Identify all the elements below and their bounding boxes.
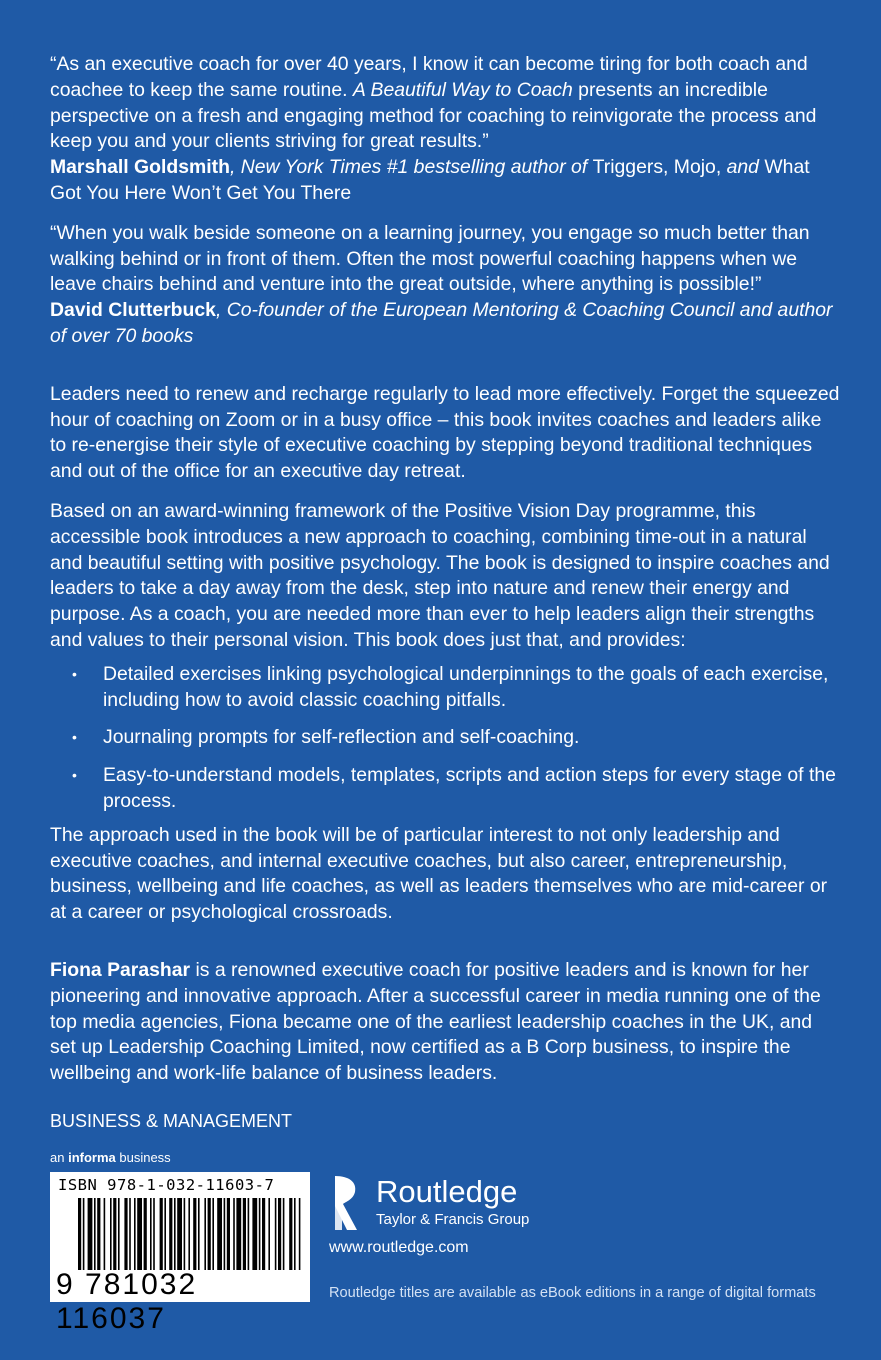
barcode-bar bbox=[129, 1198, 131, 1270]
barcode-bar bbox=[150, 1198, 152, 1270]
barcode-bar bbox=[198, 1198, 200, 1270]
isbn-label: ISBN 978-1-032-11603-7 bbox=[58, 1176, 275, 1194]
barcode-bar bbox=[299, 1198, 301, 1270]
barcode-bar bbox=[227, 1198, 230, 1270]
credential-books: Triggers, Mojo, bbox=[592, 156, 722, 179]
barcode-bar bbox=[283, 1198, 285, 1270]
barcode-bar bbox=[248, 1198, 250, 1270]
barcode-bar bbox=[177, 1198, 182, 1270]
description-paragraph: Leaders need to renew and recharge regularly to lead more effectively. Forget the squeezed hour of coaching on Zoom or in a busy office – this book invites coaches and leaders alike to re-energise their style of executive coaching by stepping beyond traditional techniques and out of the office for an executive day retreat. bbox=[50, 382, 840, 483]
barcode-bar bbox=[193, 1198, 196, 1270]
barcode-bar bbox=[208, 1198, 211, 1270]
barcode-bar bbox=[188, 1198, 190, 1270]
barcode-bar bbox=[97, 1198, 100, 1270]
barcode-bar bbox=[169, 1198, 172, 1270]
routledge-logo-icon bbox=[329, 1174, 363, 1232]
barcode-bar bbox=[153, 1198, 155, 1270]
barcode-bar bbox=[174, 1198, 176, 1270]
barcode-bar bbox=[275, 1198, 277, 1270]
barcode-bar bbox=[294, 1198, 296, 1270]
publisher-name: Routledge bbox=[376, 1174, 518, 1209]
barcode-bar bbox=[252, 1198, 257, 1270]
quote-credential: , Co-founder of the European Mentoring & Coaching Council and author of over 70 books bbox=[50, 299, 833, 347]
barcode-bar bbox=[134, 1198, 136, 1270]
barcode-bar bbox=[217, 1198, 222, 1270]
publisher-website: www.routledge.com bbox=[329, 1239, 469, 1256]
barcode-bar bbox=[224, 1198, 226, 1270]
barcode-bar bbox=[278, 1198, 281, 1270]
barcode-bar bbox=[88, 1198, 93, 1270]
publisher-group: Taylor & Francis Group bbox=[376, 1211, 530, 1228]
barcode-bar bbox=[83, 1198, 85, 1270]
barcode-bar bbox=[184, 1198, 186, 1270]
author-bio-text: is a renowned executive coach for positive leaders and is known for her pioneering and innovative approach. After a successful career in media running one of the top media agencies, Fiona became one of the earliest leadership coaches in the UK, and set up Leadership Coaching Limited, now certified as a B Corp business, to inspire the wellbeing and work-life balance of business leaders. bbox=[50, 958, 821, 1085]
barcode-bar bbox=[118, 1198, 120, 1270]
barcode-bar bbox=[259, 1198, 261, 1270]
barcode-bar bbox=[144, 1198, 147, 1270]
quote-author: Marshall Goldsmith bbox=[50, 156, 230, 179]
quote-text: “As an executive coach for over 40 years, I know it can become tiring for both coach and coachee to keep the same routine. bbox=[50, 53, 808, 101]
isbn-barcode bbox=[50, 1172, 310, 1335]
barcode-bar bbox=[243, 1198, 246, 1270]
barcode-bar bbox=[137, 1198, 142, 1270]
feature-list bbox=[50, 662, 840, 815]
barcode-bar bbox=[262, 1198, 265, 1270]
author-name: Fiona Parashar bbox=[50, 958, 191, 981]
quote-credential: , New York Times #1 bestselling author of bbox=[229, 156, 593, 179]
quote-text-cont: presents an incredible perspective on a fresh and engaging method for coaching to reinvigorate the process and keep you and your clients striving for great results.” bbox=[50, 78, 817, 153]
barcode-bar bbox=[233, 1198, 235, 1270]
barcode-bar bbox=[124, 1198, 127, 1270]
quote-clutterbuck bbox=[50, 221, 840, 350]
informa-tagline: an informa business bbox=[50, 1150, 171, 1165]
barcode-bar bbox=[164, 1198, 166, 1270]
description-paragraph: The approach used in the book will be of particular interest to not only leadership and executive coaches, and internal executive coaches, but also career, entrepreneurship, business, wellbeing and life coaches, as well as leaders themselves who are mid-career or at a career or psychological crossroads. bbox=[50, 823, 828, 924]
barcode-bar bbox=[160, 1198, 163, 1270]
informa-logo: informa bbox=[68, 1150, 116, 1165]
book-title: A Beautiful Way to Coach bbox=[352, 78, 573, 101]
barcode-bar bbox=[236, 1198, 241, 1270]
description-paragraph: Based on an award-winning framework of the Positive Vision Day programme, this accessible book introduces a new approach to coaching, combining time-out in a natural and beautiful setting with positive psychology. The book is designed to inspire coaches and leaders to take a day away from the desk, step into nature and renew their energy and purpose. As a coach, you are needed more than ever to help leaders align their strengths and values to their personal vision. This book does just that, and provides: bbox=[50, 499, 830, 651]
credential-last-book: What Got You Here Won’t Get You There bbox=[50, 156, 810, 204]
quote-author: David Clutterbuck bbox=[50, 299, 216, 322]
quote-goldsmith bbox=[50, 52, 840, 207]
list-item: • Journaling prompts for self-reflection and self-coaching. bbox=[72, 725, 840, 751]
category-label: BUSINESS & MANAGEMENT bbox=[50, 1110, 293, 1131]
back-cover-text bbox=[50, 52, 840, 1133]
credential-and: and bbox=[721, 156, 765, 179]
barcode-bar bbox=[113, 1198, 116, 1270]
list-item: • Detailed exercises linking psychological underpinnings to the goals of each exercise, including how to avoid classic coaching pitfalls. bbox=[72, 662, 840, 714]
barcode-bar bbox=[204, 1198, 206, 1270]
barcode-bar bbox=[212, 1198, 214, 1270]
barcode-bars bbox=[78, 1198, 302, 1270]
barcode-bar bbox=[78, 1198, 81, 1270]
barcode-bar bbox=[94, 1198, 96, 1270]
barcode-bar bbox=[110, 1198, 112, 1270]
barcode-bar bbox=[268, 1198, 270, 1270]
quote-text: “When you walk beside someone on a learning journey, you engage so much better than walking behind or in front of them. Often the most powerful coaching happens when we leave chairs behind and venture into the great outside, where anything is possible!” bbox=[50, 221, 810, 296]
barcode-bar bbox=[104, 1198, 106, 1270]
barcode-digits: 9 781032 116037 bbox=[56, 1268, 198, 1335]
ebook-note: Routledge titles are available as eBook editions in a range of digital formats bbox=[329, 1285, 816, 1301]
barcode-bar bbox=[289, 1198, 292, 1270]
list-item: • Easy-to-understand models, templates, scripts and action steps for every stage of the process. bbox=[72, 763, 840, 815]
author-bio bbox=[50, 958, 840, 1087]
